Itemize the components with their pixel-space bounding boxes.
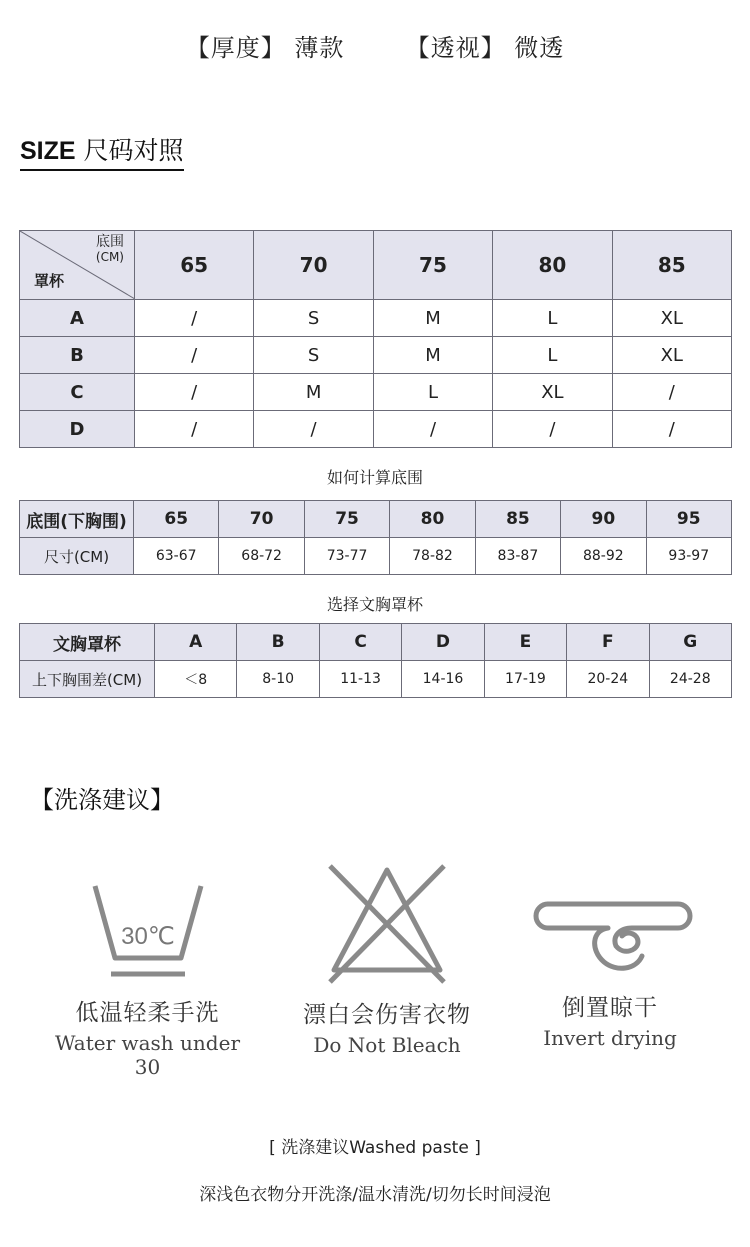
underbust-size: 90 <box>561 501 646 538</box>
cup-diff: 11-13 <box>319 661 401 698</box>
underbust-range: 68-72 <box>219 538 304 575</box>
care-item-no-bleach <box>282 858 492 1057</box>
care-en-label: Invert drying <box>543 1026 677 1050</box>
row-label: 底围(下胸围) <box>20 501 134 538</box>
underbust-range: 73-77 <box>304 538 389 575</box>
table-row <box>20 300 732 337</box>
row-label: B <box>20 337 135 374</box>
row-label: C <box>20 374 135 411</box>
size-cell: / <box>493 411 612 448</box>
sheer-value: 微透 <box>514 34 565 62</box>
underbust-range: 63-67 <box>134 538 219 575</box>
underbust-table <box>19 500 732 575</box>
corner-underbust-label: 底围 <box>96 234 124 250</box>
washing-footer-text: 深浅色衣物分开洗涤/温水清洗/切勿长时间浸泡 <box>199 1185 551 1205</box>
size-title-cn: 尺码对照 <box>83 136 184 165</box>
underbust-size: 75 <box>304 501 389 538</box>
cup-table <box>19 623 732 698</box>
cup-diff: 8-10 <box>237 661 319 698</box>
column-header: 85 <box>612 231 731 300</box>
cup-letter: F <box>567 624 649 661</box>
underbust-range: 93-97 <box>646 538 731 575</box>
table-row <box>20 374 732 411</box>
underbust-size: 80 <box>390 501 475 538</box>
size-cell: XL <box>612 300 731 337</box>
wash-temperature-label: 30℃ <box>120 923 175 950</box>
cup-letter: C <box>319 624 401 661</box>
column-header: 70 <box>254 231 373 300</box>
table-row <box>20 624 732 661</box>
care-en-label: Water wash under 30 <box>54 1031 241 1079</box>
cup-letter: D <box>402 624 484 661</box>
underbust-size: 95 <box>646 501 731 538</box>
underbust-size: 85 <box>475 501 560 538</box>
underbust-size: 70 <box>219 501 304 538</box>
thickness-label: 【厚度】 <box>185 34 286 62</box>
underbust-range: 78-82 <box>390 538 475 575</box>
corner-unit-label: (CM) <box>95 250 124 264</box>
row-label: 尺寸(CM) <box>20 538 134 575</box>
column-header: 65 <box>135 231 254 300</box>
table-row <box>20 661 732 698</box>
size-cell: M <box>373 300 492 337</box>
care-cn-label: 低温轻柔手洗 <box>75 1000 220 1026</box>
sheer-label: 【透视】 <box>405 34 506 62</box>
care-item-wash <box>40 878 255 1079</box>
size-table <box>19 230 732 448</box>
underbust-caption: 如何计算底围 <box>326 468 423 487</box>
size-cell: / <box>612 374 731 411</box>
row-label: 上下胸围差(CM) <box>20 661 155 698</box>
thickness-value: 薄款 <box>294 34 345 62</box>
size-cell: / <box>254 411 373 448</box>
cup-letter: A <box>155 624 237 661</box>
size-cell: S <box>254 300 373 337</box>
corner-cup-label: 罩杯 <box>34 272 65 290</box>
care-item-hang-dry <box>515 890 705 1050</box>
cup-diff: ＜8 <box>155 661 237 698</box>
size-cell: / <box>135 374 254 411</box>
wash-30-icon <box>83 878 213 988</box>
care-cn-label: 漂白会伤害衣物 <box>303 1002 471 1028</box>
washing-footer-title: [ 洗涤建议Washed paste ] <box>269 1138 481 1158</box>
washing-heading: 【洗涤建议】 <box>30 786 174 814</box>
cup-letter: G <box>649 624 731 661</box>
cup-caption: 选择文胸罩杯 <box>326 595 423 614</box>
table-row <box>20 411 732 448</box>
underbust-size: 65 <box>134 501 219 538</box>
size-cell: L <box>493 337 612 374</box>
size-cell: / <box>135 300 254 337</box>
row-label: A <box>20 300 135 337</box>
size-cell: XL <box>493 374 612 411</box>
no-bleach-icon <box>322 858 452 990</box>
size-cell: L <box>373 374 492 411</box>
size-cell: XL <box>612 337 731 374</box>
underbust-range: 88-92 <box>561 538 646 575</box>
table-row <box>20 337 732 374</box>
fabric-info <box>0 28 750 63</box>
size-table-corner <box>20 231 135 300</box>
size-cell: L <box>493 300 612 337</box>
care-cn-label: 倒置晾干 <box>562 995 658 1021</box>
column-header: 80 <box>493 231 612 300</box>
care-en-label: Do Not Bleach <box>313 1033 461 1057</box>
size-cell: M <box>373 337 492 374</box>
size-cell: / <box>135 411 254 448</box>
cup-letter: E <box>484 624 566 661</box>
size-chart-title <box>20 131 184 171</box>
size-cell: M <box>254 374 373 411</box>
column-header: 75 <box>373 231 492 300</box>
table-row <box>20 538 732 575</box>
underbust-range: 83-87 <box>475 538 560 575</box>
cup-diff: 24-28 <box>649 661 731 698</box>
table-row <box>20 501 732 538</box>
size-cell: / <box>612 411 731 448</box>
size-cell: / <box>373 411 492 448</box>
cup-diff: 17-19 <box>484 661 566 698</box>
size-title-en: SIZE <box>20 137 76 165</box>
size-cell: S <box>254 337 373 374</box>
row-label: 文胸罩杯 <box>20 624 155 661</box>
cup-diff: 20-24 <box>567 661 649 698</box>
cup-letter: B <box>237 624 319 661</box>
row-label: D <box>20 411 135 448</box>
cup-diff: 14-16 <box>402 661 484 698</box>
size-cell: / <box>135 337 254 374</box>
hang-dry-icon <box>520 890 700 985</box>
